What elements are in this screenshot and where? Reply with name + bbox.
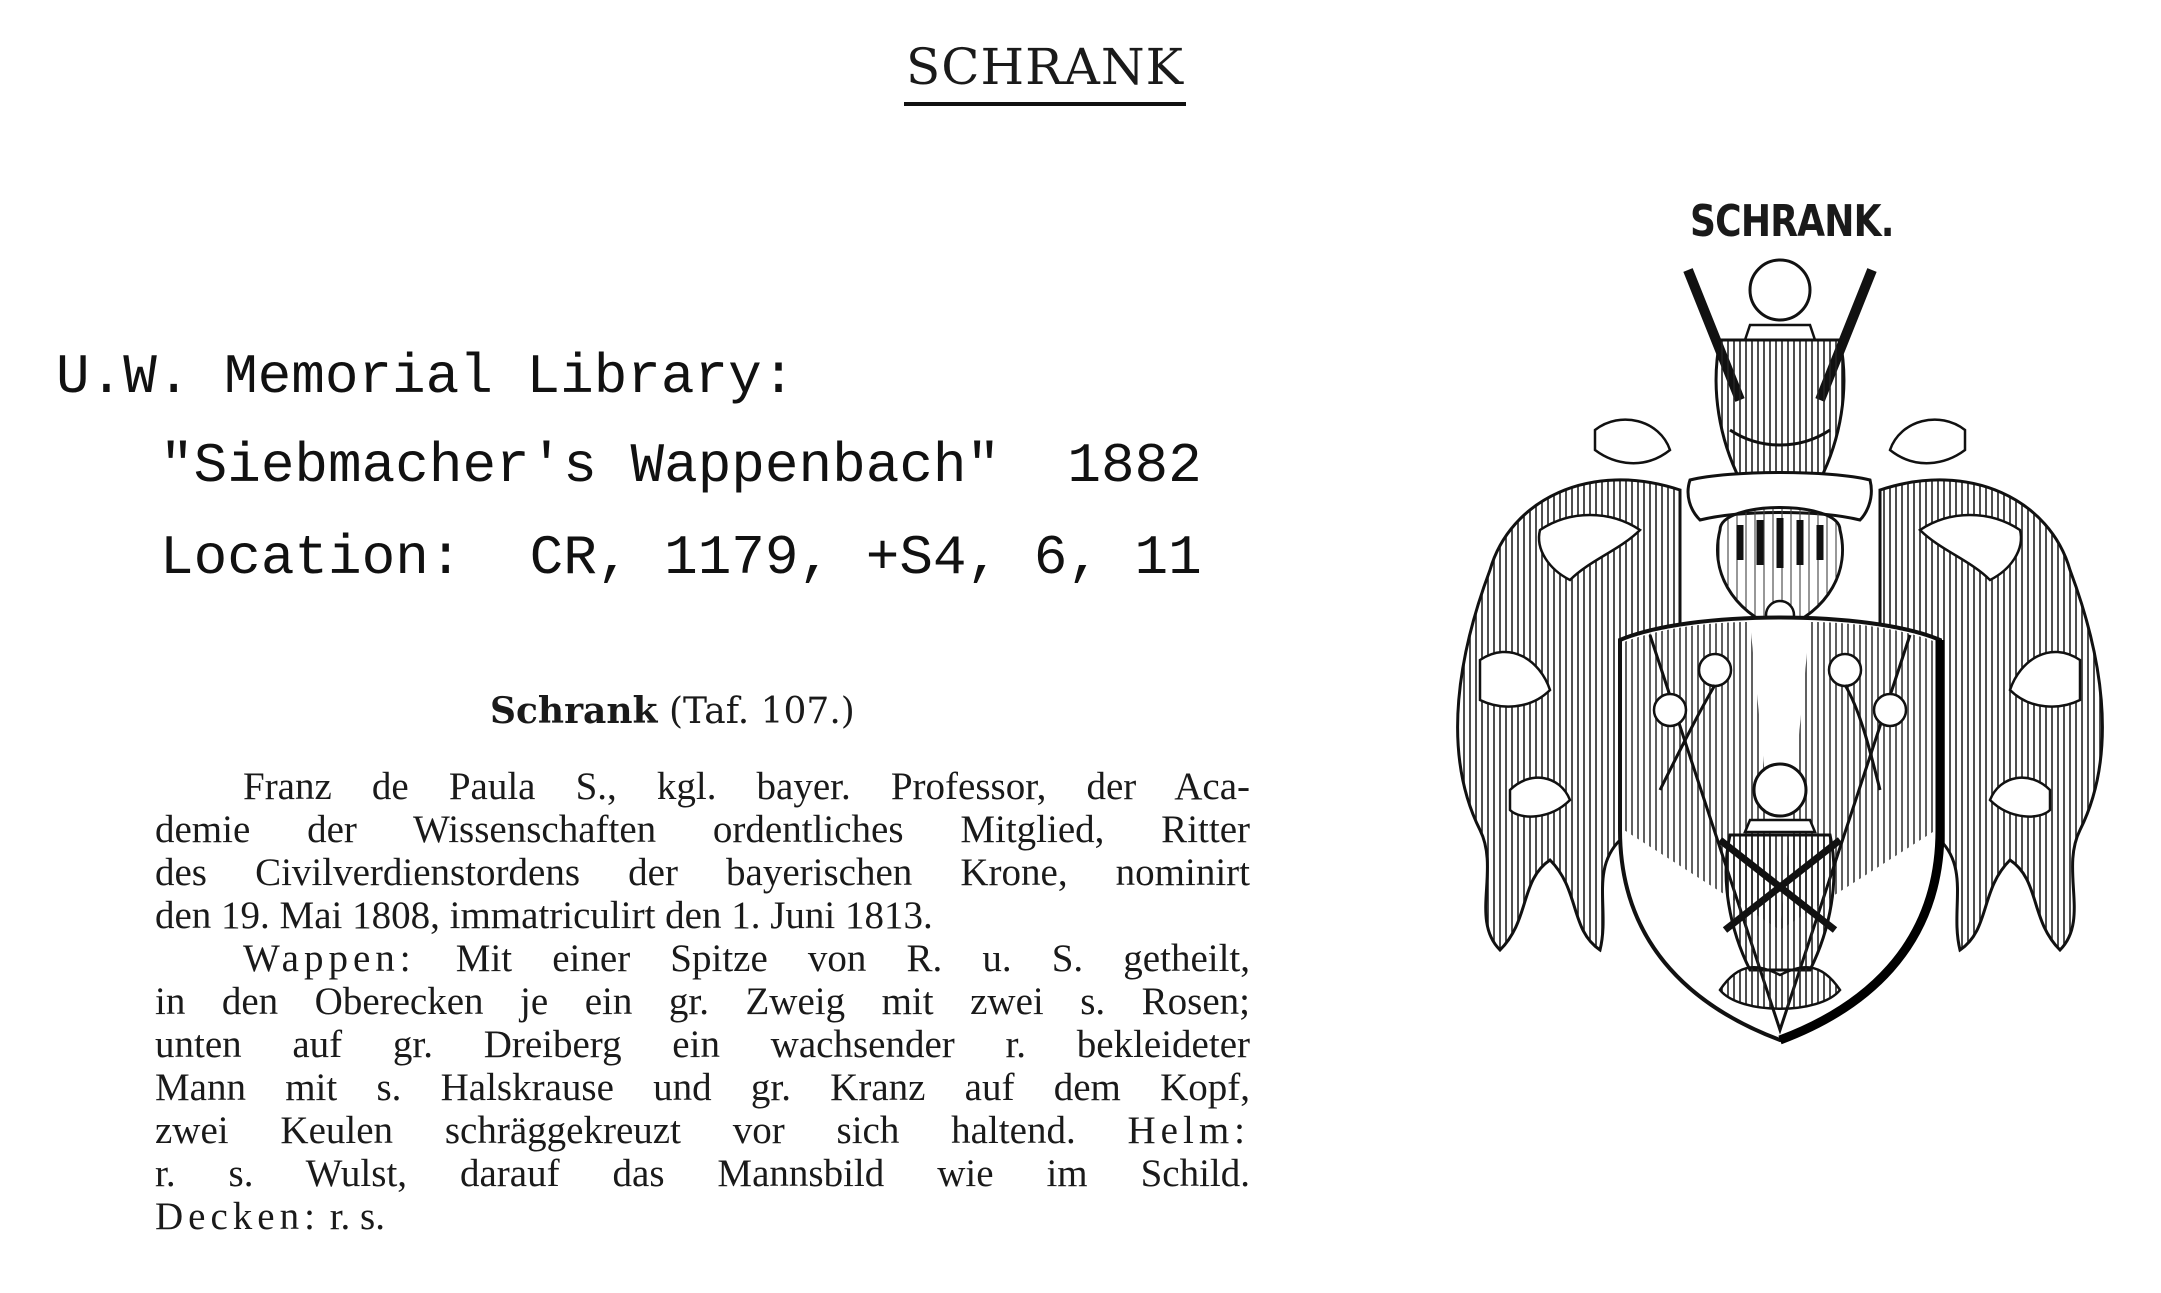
description-line: Franz de Paula S., kgl. bayer. Professor, der Aca- [243, 765, 1250, 808]
entry-title [490, 690, 855, 732]
page-heading-text: SCHRANK [904, 38, 1186, 106]
wappen-text: Mit einer Spitze von R. u. S. getheilt, [455, 937, 1251, 980]
entry-description [155, 765, 1250, 1238]
shield [1620, 618, 1940, 1041]
description-line: den 19. Mai 1808, immatriculirt den 1. Juni 1813. [155, 894, 933, 937]
decken-value: r. s. [329, 1195, 385, 1238]
crest-figure [1688, 260, 1872, 480]
wappen-label: Wappen: [243, 937, 416, 980]
library-name: U.W. Memorial Library: [56, 345, 796, 409]
helm-line: r. s. Wulst, darauf das Mannsbild wie im Schild. [155, 1152, 1250, 1195]
decken-label: Decken: [155, 1195, 320, 1238]
source-title: "Siebmacher's Wappenbach" 1882 [160, 434, 1202, 498]
coat-of-arms-icon [1420, 230, 2140, 1060]
wappen-line: Mann mit s. Halskrause und gr. Kranz auf dem Kopf, [155, 1066, 1250, 1109]
wappen-line: in den Oberecken je ein gr. Zweig mit zwei s. Rosen; [155, 980, 1250, 1023]
entry-name: Schrank [490, 690, 658, 732]
decken-line [155, 1195, 1250, 1238]
description-line: demie der Wissenschaften ordentliches Mitglied, Ritter [155, 808, 1250, 851]
wappen-line [155, 937, 1250, 980]
wappen-text: zwei Keulen schräggekreuzt vor sich haltend. [155, 1109, 1076, 1152]
source-location: Location: CR, 1179, +S4, 6, 11 [160, 526, 1202, 590]
entry-plate: (Taf. 107.) [668, 691, 855, 732]
crest-caption: SCHRANK. [1690, 196, 1894, 247]
wappen-line: unten auf gr. Dreiberg ein wachsender r. bekleideter [155, 1023, 1250, 1066]
wappen-line [155, 1109, 1250, 1152]
helm-label: Helm: [1127, 1109, 1250, 1152]
helmet [1718, 508, 1843, 631]
page-heading [0, 38, 2090, 106]
description-line: des Civilverdienstordens der bayerischen Krone, nominirt [155, 851, 1250, 894]
